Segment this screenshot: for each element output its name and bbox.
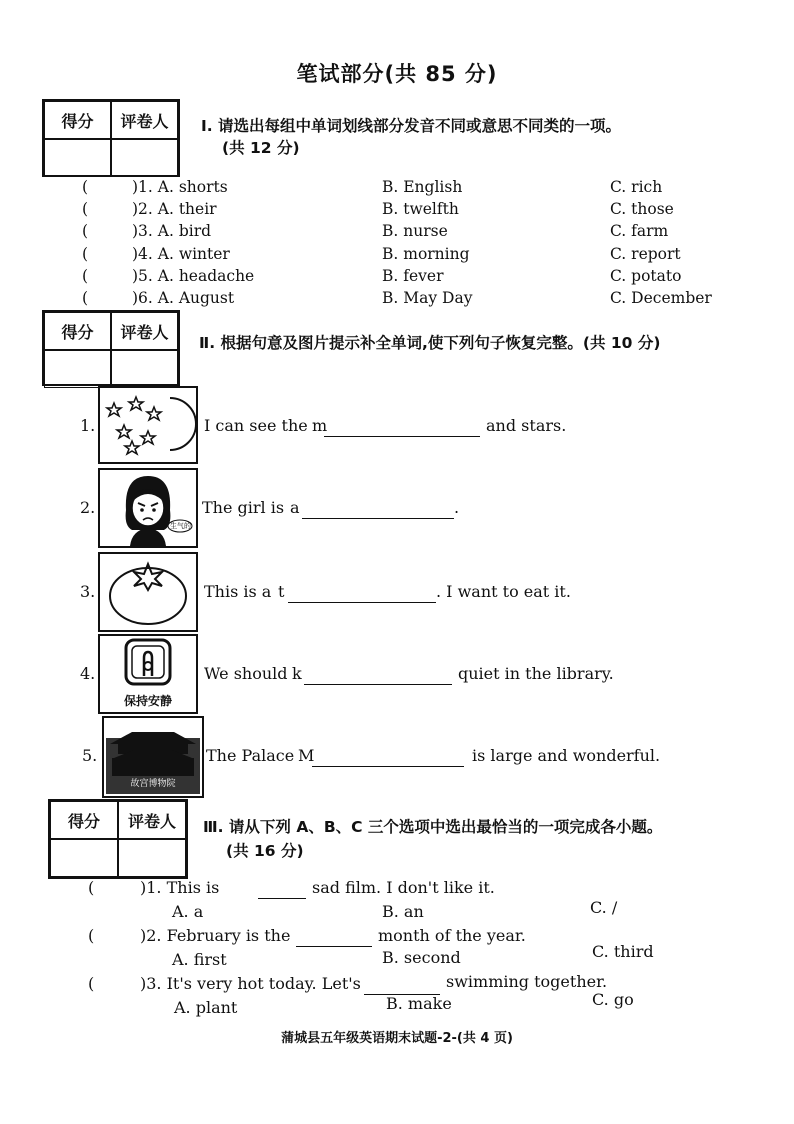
question-number: )3. A. [132,222,174,240]
grader-cell [118,839,186,877]
grader-label: 评卷人 [111,312,178,350]
section3-heading: Ⅲ. 请从下列 A、B、C 三个选项中选出最恰当的一项完成各小题。 [203,818,663,836]
option-b[interactable]: B. second [382,948,461,967]
answer-paren[interactable]: ( [82,289,89,307]
score-label: 得分 [44,101,111,139]
page-footer: 蒲城县五年级英语期末试题-2-(共 4 页) [281,1031,513,1046]
option-b: B. English [382,178,463,196]
answer-paren[interactable]: ( [88,926,95,945]
item-number: 5. [82,746,98,765]
icon-caption: 生气的 [170,522,191,530]
list-item [82,243,722,265]
answer-paren[interactable]: ( [82,245,89,263]
answer-paren[interactable]: ( [82,222,89,240]
item-number: 2. [80,498,96,517]
section1-points: (共 12 分) [222,139,300,157]
option-b[interactable]: B. an [382,902,424,921]
sentence-before: The Palace [206,746,295,765]
option-a[interactable]: A. first [172,950,227,969]
answer-paren[interactable]: ( [82,178,89,196]
option-b: B. May Day [382,289,473,307]
grader-cell [111,350,178,388]
sentence-after: . I want to eat it. [436,582,571,601]
score-box-3 [48,799,188,879]
fill-item [76,552,716,630]
fill-item [76,634,716,712]
option-a: their [178,200,217,218]
sentence-before: This is a [204,582,272,601]
item-number: 3. [80,582,96,601]
list-item [88,878,708,924]
question-number: )6. A. [132,289,174,307]
sentence-after: is large and wonderful. [472,746,661,765]
option-c: C. report [610,245,681,263]
section1-heading: Ⅰ. 请选出每组中单词划线部分发音不同或意思不同类的一项。 [201,117,622,135]
score-box-1 [42,99,180,177]
option-c: C. rich [610,178,663,196]
option-a[interactable]: A. a [172,902,204,921]
grader-label: 评卷人 [111,101,178,139]
hint-letter: t [278,582,285,601]
score-cell [50,839,118,877]
option-b: B. fever [382,267,444,285]
option-a[interactable]: A. plant [174,998,238,1017]
sentence-after: sad film. I don't like it. [312,878,495,897]
option-c: C. farm [610,222,669,240]
palace-museum-icon [102,716,204,798]
option-c: C. December [610,289,712,307]
sentence-after: and stars. [486,416,567,435]
question-number: )2. A. [132,200,174,218]
question-number: )5. A. [132,267,174,285]
question-number: )1. A. [132,178,174,196]
option-c[interactable]: C. third [592,942,654,961]
section3-points: (共 16 分) [226,842,304,860]
sentence-before: We should [204,664,288,683]
answer-paren[interactable]: ( [88,878,95,897]
sentence-after: swimming together. [446,972,608,991]
item-number: 1. [80,416,96,435]
keep-quiet-icon [98,634,198,714]
answer-paren[interactable]: ( [82,200,89,218]
score-cell [44,350,111,388]
page-title: 笔试部分(共 85 分) [296,62,498,86]
score-cell [44,139,111,177]
list-item [82,220,722,242]
list-item [82,265,722,287]
hint-letter: m [312,416,328,435]
score-box-2 [42,310,180,386]
answer-blank[interactable] [302,502,454,519]
moon-stars-icon [98,386,198,464]
sentence-before: February is the [166,926,291,945]
hint-letter: k [292,664,302,683]
icon-caption: 故宫博物院 [130,779,176,789]
option-a: bird [178,222,212,240]
question-number: )3. [140,974,162,993]
section2-heading: Ⅱ. 根据句意及图片提示补全单词,使下列句子恢复完整。(共 10 分) [199,334,661,352]
list-item [88,972,708,1020]
option-b: B. twelfth [382,200,459,218]
option-a: August [178,289,235,307]
list-item [88,926,708,972]
score-label: 得分 [44,312,111,350]
hint-letter: a [290,498,300,517]
option-b: B. nurse [382,222,448,240]
fill-item [76,468,716,546]
grader-label: 评卷人 [118,801,186,839]
answer-blank[interactable] [364,978,440,995]
option-b: B. morning [382,245,470,263]
sentence-before: I can see the [204,416,308,435]
answer-paren[interactable]: ( [88,974,95,993]
option-c: C. those [610,200,674,218]
sentence-before: It's very hot today. Let's [166,974,361,993]
answer-blank[interactable] [304,668,452,685]
hint-letter: M [298,746,315,765]
score-label: 得分 [50,801,118,839]
option-c[interactable]: C. / [590,898,618,917]
option-a: shorts [178,178,228,196]
option-c: C. potato [610,267,682,285]
fill-item [76,716,716,798]
list-item [82,198,722,220]
angry-girl-icon [98,468,198,548]
grader-cell [111,139,178,177]
item-number: 4. [80,664,96,683]
sentence-after: quiet in the library. [458,664,614,683]
fill-item [76,386,716,464]
question-number: )4. A. [132,245,174,263]
sentence-after: . [454,498,460,517]
sentence-after: month of the year. [378,926,526,945]
sentence-before: The girl is [202,498,285,517]
answer-blank[interactable] [296,930,372,947]
question-number: )2. [140,926,162,945]
tomato-icon [98,552,198,632]
answer-blank[interactable] [324,420,480,437]
list-item [82,176,722,198]
answer-blank[interactable] [288,586,436,603]
answer-blank[interactable] [258,882,306,899]
option-a: winter [178,245,230,263]
answer-paren[interactable]: ( [82,267,89,285]
list-item [82,287,722,309]
option-b[interactable]: B. make [386,994,452,1013]
question-number: )1. [140,878,162,897]
option-c[interactable]: C. go [592,990,634,1009]
option-a: headache [178,267,255,285]
sentence-before: This is [166,878,220,897]
answer-blank[interactable] [312,750,464,767]
icon-caption: 保持安静 [123,694,172,708]
